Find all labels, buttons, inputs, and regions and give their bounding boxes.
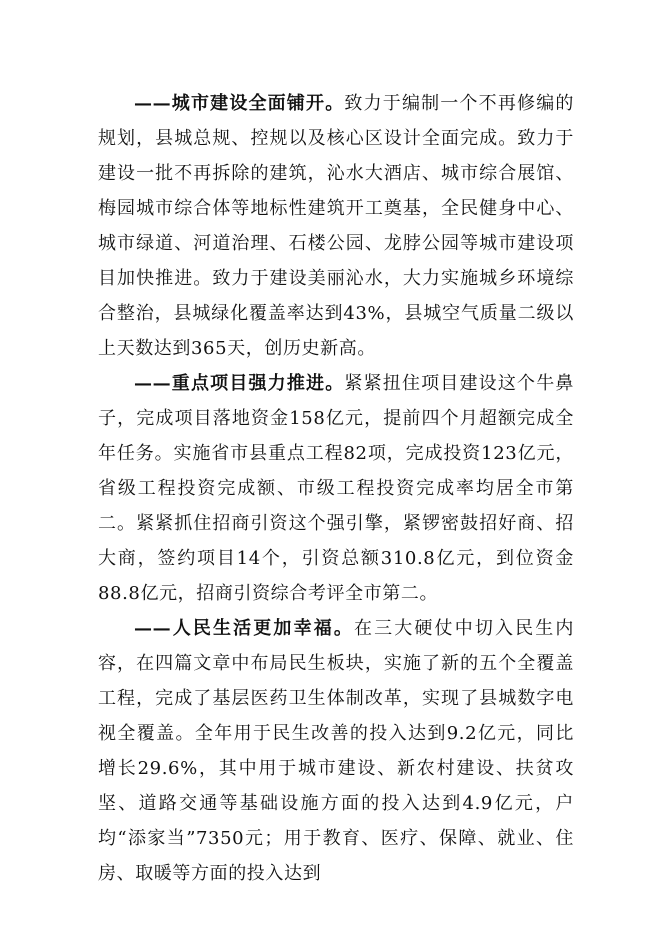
section-heading: ——人民生活更加幸福。 <box>134 618 354 639</box>
section-key-projects <box>98 366 574 611</box>
section-text: 在三大硬仗中切入民生内容，在四篇文章中布局民生板块，实施了新的五个全覆盖工程，完成了基层医药卫生体制改革，实现了县城数字电视全覆盖。全年用于民生改善的投入达到9.2亿元，同比增长29.6%，其中用于城市建设、新农村建设、扶贫攻坚、道路交通等基础设施方面的投入达到4.9亿元，户均“添家当”7350元；用于教育、医疗、保障、就业、住房、取暖等方面的投入达到 <box>98 618 574 884</box>
section-urban-construction <box>98 86 574 366</box>
section-livelihood <box>98 611 574 891</box>
section-text: 致力于编制一个不再修编的规划，县城总规、控规以及核心区设计全面完成。致力于建设一批不再拆除的建筑，沁水大酒店、城市综合展馆、梅园城市综合体等地标性建筑开工奠基，全民健身中心、城市绿道、河道治理、石楼公园、龙脖公园等城市建设项目加快推进。致力于建设美丽沁水，大力实施城乡环境综合整治，县城绿化覆盖率达到43%，县城空气质量二级以上天数达到365天，创历史新高。 <box>98 93 574 359</box>
document-body <box>98 86 574 891</box>
section-heading: ——重点项目强力推进。 <box>134 373 345 394</box>
section-heading: ——城市建设全面铺开。 <box>134 93 345 114</box>
section-text: 紧紧扭住项目建设这个牛鼻子，完成项目落地资金158亿元，提前四个月超额完成全年任务。实施省市县重点工程82项，完成投资123亿元，省级工程投资完成额、市级工程投资完成率均居全市第二。紧紧抓住招商引资这个强引擎，紧锣密鼓招好商、招大商，签约项目14个，引资总额310.8亿元，到位资金88.8亿元，招商引资综合考评全市第二。 <box>98 373 574 604</box>
